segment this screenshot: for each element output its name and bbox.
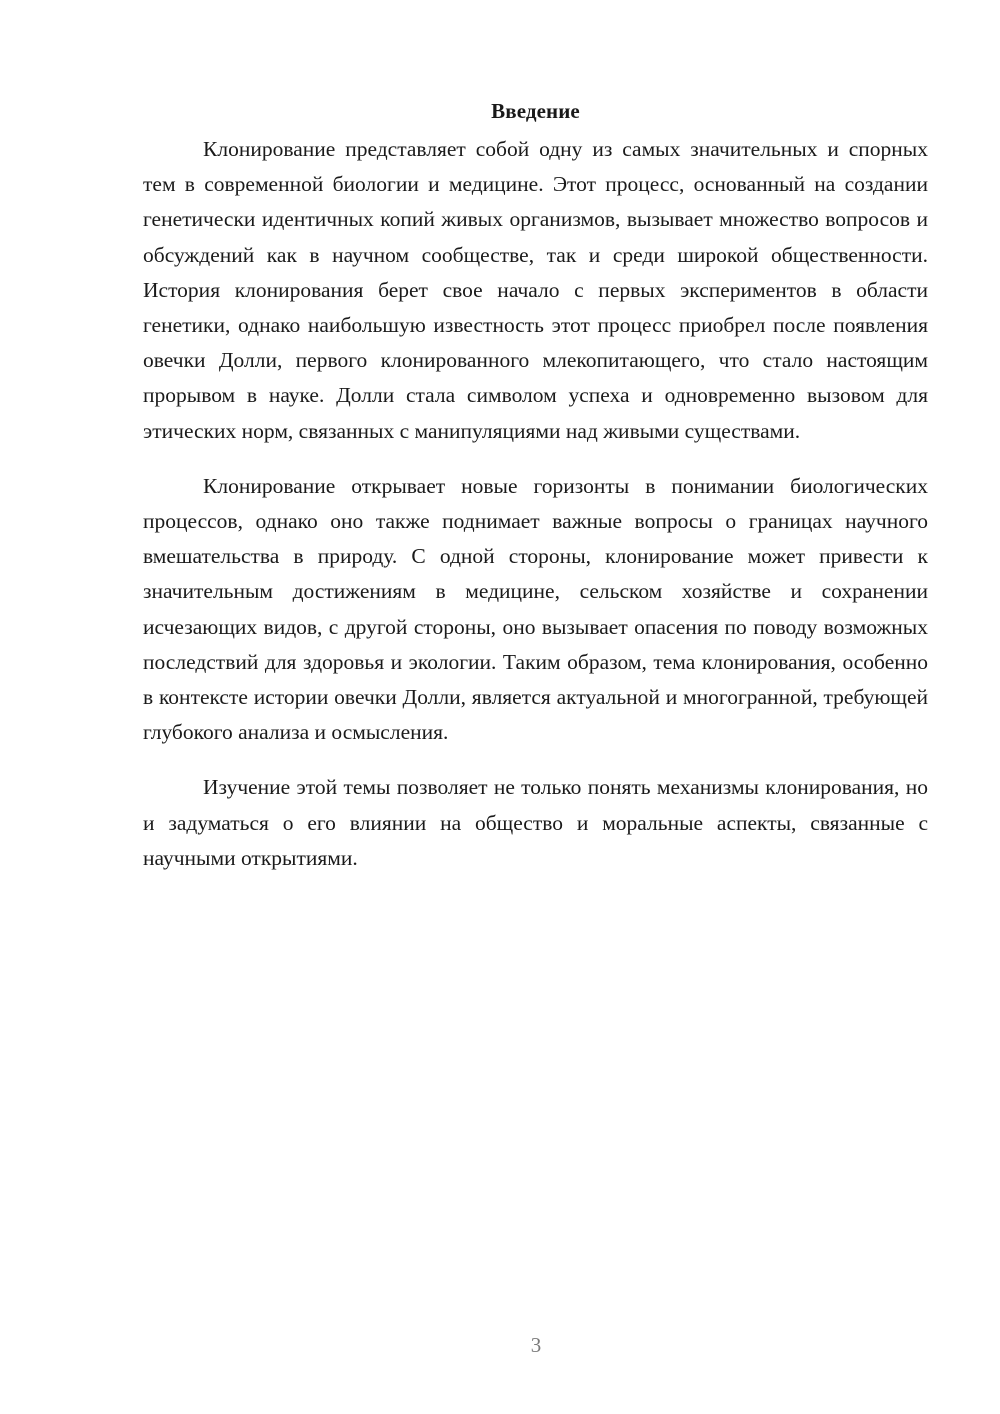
paragraph-introduction: Клонирование представляет собой одну из самых значительных и спорных тем в современной биологии и медицине. Этот процесс, основанный на создании генетически идентичных копий живых организмов, вызывает множество вопросов и обсуждений как в научном сообществе, так и среди широкой общественности. История клонирования берет свое начало с первых экспериментов в области генетики, однако наибольшую известность этот процесс приобрел после появления овечки Долли, первого клонированного млекопитающего, что стало настоящим прорывом в науке. Долли стала символом успеха и одновременно вызовом для этических норм, связанных с манипуляциями над живыми существами. (143, 137, 928, 443)
paragraph-horizons: Клонирование открывает новые горизонты в понимании биологических процессов, однако оно также поднимает важные вопросы о границах научного вмешательства в природу. С одной стороны, клонирование может привести к значительным достижениям в медицине, сельском хозяйстве и сохранении исчезающих видов, с другой стороны, оно вызывает опасения по поводу возможных последствий для здоровья и экологии. Таким образом, тема клонирования, особенно в контексте истории овечки Долли, является актуальной и многогранной, требующей глубокого анализа и осмысления. (143, 473, 928, 745)
page-number: 3 (530, 1333, 542, 1357)
document-body (143, 94, 928, 896)
paragraph-conclusion: Изучение этой темы позволяет не только понять механизмы клонирования, но и задуматься о его влиянии на общество и моральные аспекты, связанные с научными открытиями. (143, 775, 928, 870)
section-title: Введение (491, 99, 580, 123)
